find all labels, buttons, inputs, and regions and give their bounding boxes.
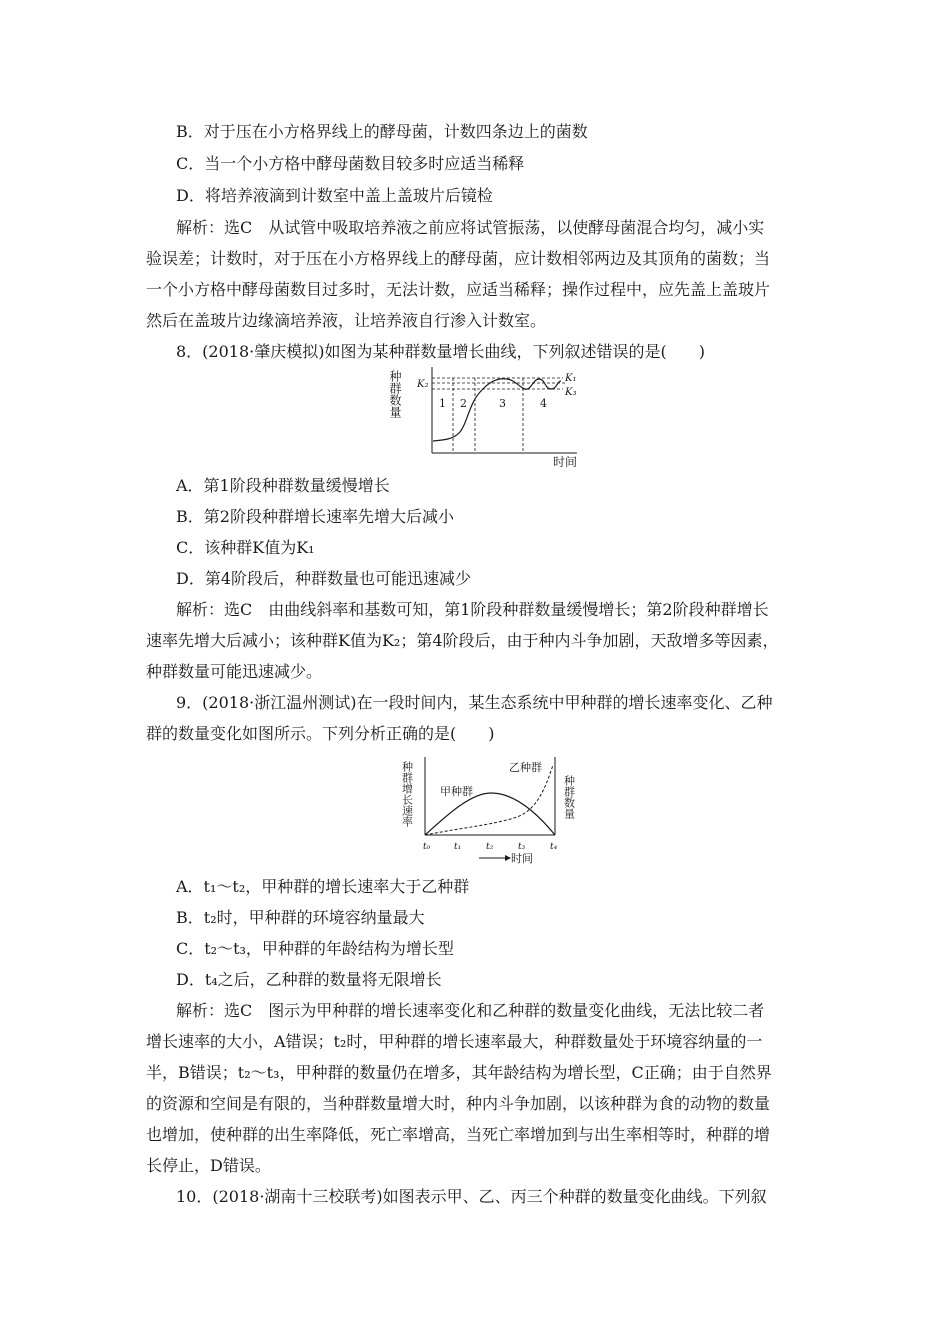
q9-curve-jia-label: 甲种群 bbox=[440, 785, 473, 798]
q8-analysis-line: 种群数量可能迅速减少。 bbox=[146, 662, 323, 681]
q9-right-axis-label: 种群数量 bbox=[562, 775, 576, 819]
q8-option-a: A．第1阶段种群数量缓慢增长 bbox=[176, 476, 390, 495]
q9-tick-label: t₂ bbox=[486, 842, 494, 852]
q8-k1-label: K₁ bbox=[565, 373, 577, 384]
q9-analysis-line: 增长速率的大小，A错误；t₂时，甲种群的增长速率最大，种群数量处于环境容纳量的一 bbox=[146, 1032, 763, 1051]
q7-option-b: B．对于压在小方格界线上的酵母菌，计数四条边上的菌数 bbox=[176, 122, 588, 141]
q9-analysis-line: 半，B错误；t₂～t₃，甲种群的数量仍在增多，其年龄结构为增长型，C正确；由于自然界 bbox=[146, 1063, 772, 1082]
q9-growth-rate-figure bbox=[400, 755, 587, 870]
q9-curve-yi-label: 乙种群 bbox=[509, 761, 542, 774]
q8-stage-label: 1 bbox=[439, 397, 446, 410]
q10-stem: 10．(2018·湖南十三校联考)如图表示甲、乙、丙三个种群的数量变化曲线。下列叙 bbox=[176, 1187, 767, 1206]
q8-analysis-line: 解析：选C 由曲线斜率和基数可知，第1阶段种群数量缓慢增长；第2阶段种群增长 bbox=[176, 600, 769, 619]
q9-option-a: A．t₁～t₂，甲种群的增长速率大于乙种群 bbox=[176, 877, 470, 896]
q9-option-c: C．t₂～t₃，甲种群的年龄结构为增长型 bbox=[176, 939, 454, 958]
q9-figure-xlabel: 时间 bbox=[511, 852, 533, 865]
q9-analysis-line: 长停止，D错误。 bbox=[146, 1156, 271, 1175]
q9-curve-yi bbox=[425, 765, 553, 835]
q7-analysis-line: 一个小方格中酵母菌数目过多时，无法计数，应适当稀释；操作过程中，应先盖上盖玻片 bbox=[146, 280, 771, 299]
q8-stage-label: 2 bbox=[460, 397, 467, 410]
q9-analysis-line: 也增加，使种群的出生率降低，死亡率增高，当死亡率增加到与出生率相等时，种群的增 bbox=[146, 1125, 771, 1144]
q7-analysis-line: 解析：选C 从试管中吸取培养液之前应将试管振荡，以使酵母菌混合均匀，减小实 bbox=[176, 218, 765, 237]
q9-analysis-line: 解析：选C 图示为甲种群的增长速率变化和乙种群的数量变化曲线，无法比较二者 bbox=[176, 1001, 765, 1020]
q9-stem: 群的数量变化如图所示。下列分析正确的是( ) bbox=[146, 724, 495, 743]
q7-analysis-line: 验误差；计数时，对于压在小方格界线上的酵母菌，应计数相邻两边及其顶角的菌数；当 bbox=[146, 249, 771, 268]
q7-analysis-line: 然后在盖玻片边缘滴培养液，让培养液自行渗入计数室。 bbox=[146, 311, 547, 330]
q8-figure-xlabel: 时间 bbox=[553, 455, 578, 469]
q9-tick-label: t₁ bbox=[454, 842, 462, 852]
q8-option-c: C．该种群K值为K₁ bbox=[176, 538, 315, 557]
q9-analysis-line: 的资源和空间是有限的，当种群数量增大时，种内斗争加剧，以该种群为食的动物的数量 bbox=[146, 1094, 771, 1113]
q8-stage-label: 4 bbox=[540, 397, 547, 410]
q8-stem: 8．(2018·肇庆模拟)如图为某种群数量增长曲线，下列叙述错误的是( ) bbox=[176, 342, 705, 361]
q8-k3-label: K₃ bbox=[565, 387, 577, 398]
q8-k2-label: K₂ bbox=[417, 379, 429, 390]
q8-option-d: D．第4阶段后，种群数量也可能迅速减少 bbox=[176, 569, 472, 588]
q9-curve-jia bbox=[425, 793, 555, 835]
q8-analysis-line: 速率先增大后减小；该种群K值为K₂；第4阶段后，由于种内斗争加剧，天敌增多等因素， bbox=[146, 631, 779, 650]
q8-stage-label: 3 bbox=[499, 397, 506, 410]
q7-option-d: D．将培养液滴到计数室中盖上盖玻片后镜检 bbox=[176, 186, 493, 205]
q7-option-c: C．当一个小方格中酵母菌数目较多时应适当稀释 bbox=[176, 154, 525, 173]
q8-option-b: B．第2阶段种群增长速率先增大后减小 bbox=[176, 507, 454, 526]
q9-option-b: B．t₂时，甲种群的环境容纳量最大 bbox=[176, 908, 425, 927]
q9-tick-label: t₄ bbox=[550, 842, 558, 852]
q8-growth-curve-figure bbox=[388, 365, 595, 473]
q9-left-axis-label: 种群增长速率 bbox=[400, 761, 414, 827]
q8-figure-ylabel: 种群数量 bbox=[388, 370, 402, 418]
q9-stem: 9．(2018·浙江温州测试)在一段时间内，某生态系统中甲种群的增长速率变化、乙种 bbox=[176, 693, 773, 712]
q9-tick-label: t₃ bbox=[518, 842, 526, 852]
q9-option-d: D．t₄之后，乙种群的数量将无限增长 bbox=[176, 970, 442, 989]
q9-tick-label: t₀ bbox=[423, 842, 431, 852]
